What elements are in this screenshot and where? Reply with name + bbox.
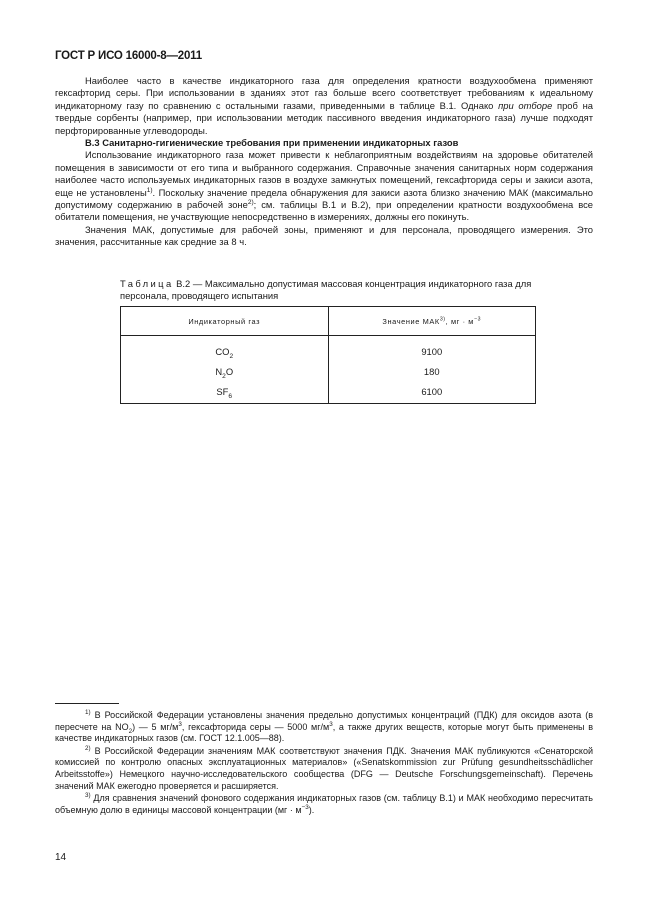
unit-exponent: −3 [473,316,482,323]
value-cell: 9100 [328,336,536,362]
footnote-ref: 1) [146,186,153,194]
mak-table [120,306,536,404]
footnote-2 [55,746,593,792]
footnote-separator [55,703,119,704]
footnote-text: ). [308,804,315,815]
table-caption [120,278,540,303]
footnote-text: Для сравнения значений фонового содержания индикаторных газов (см. таблицу В.1) и МАК необходимо пересчитать объемную долю в единицы массовой концентрации (мг · м [55,793,593,815]
table-caption-text: В.2 — Максимально допустимая массовая концентрация индикаторного газа для персонала, проводящего испытания [120,278,532,302]
page-header: ГОСТ Р ИСО 16000-8—2011 [55,50,202,62]
formula-subscript: 6 [228,392,233,400]
footnote-ref: 3) [439,316,446,323]
body-text [55,75,593,249]
paragraph-text: ; см. таблицы В.1 и В.2), при определении кратности воздухообмена все обитатели помещения, не участвующие непосредственно в измерениях, должны его покинуть. [55,199,593,223]
italic-text: при отборе [498,99,553,111]
footnote-text: В Российской Федерации установлены значения предельно допустимых концентраций (ПДК) для оксидов азота (в пересчете на NO [55,710,593,732]
gas-cell [121,381,329,404]
gas-formula: N [215,365,223,377]
footnote-text: В Российской Федерации значениям МАК соответствуют значения ПДК. Значения МАК публикуются «Сенаторской комиссией по контролю опасных эксплуатационных материалов» («Senatskommission zur Prüfung gesundheitsschädlicher Arbeitsstoffe») Немецкого научно-исследовательского сообщества (DFG — Deutsche Forschungsgemeinschaft). Перечень значений МАК ежегодно проверяется и расширяется. [55,745,593,791]
unit-exponent: 3 [329,720,333,728]
footnote-text: ) — 5 мг/м [132,721,179,732]
table-row [121,361,536,381]
paragraph-mak-values: Значения МАК, допустимые для рабочей зоны, применяют и для персонала, проводящего измерения. Это значения, рассчитанные как средние за 8 ч. [55,223,593,248]
formula-subscript: 2 [128,727,133,735]
col-header-mak [328,307,536,336]
unit-exponent: 3 [178,720,182,728]
table-caption-label: Таблица [120,278,174,289]
paragraph-text: Использование индикаторного газа может привести к неблагоприятным воздействиям на здоровье обитателей помещения в зависимости от его типа и выбранного содержания. Справочные значения санитарных норм содержания наиболее часто используемых индикаторных газов в воздухе замкнутых помещений, гексафторида серы и закиси азота, еще не установлены [55,149,593,198]
paragraph-health-requirements [55,149,593,223]
gas-formula-tail: O [225,365,234,377]
formula-subscript: 2 [229,352,234,360]
paragraph-tracer-gas [55,75,593,137]
footnote-ref: 2) [247,198,254,206]
value-cell: 180 [328,361,536,381]
table-row [121,381,536,404]
footnote-1 [55,710,593,745]
footnote-mark: 2) [85,744,91,752]
value-cell: 6100 [328,381,536,404]
unit-exponent: −3 [301,803,309,811]
col-header-unit: , мг · м [445,316,474,326]
formula-subscript: 2 [222,372,226,380]
table-row [121,336,536,362]
footnote-text: , а также других веществ, которые могут быть применены в качестве индикаторных газов (см. ГОСТ 12.1.005—88). [55,721,594,744]
table-header-row [121,307,536,336]
gas-cell [121,336,329,362]
footnotes [55,710,593,817]
paragraph-text: . Поскольку значение предела обнаружения для закиси азота близко значению МАК (максимально допустимому содержанию в рабочей зоне [55,186,593,211]
gas-formula: SF [216,385,229,397]
section-heading: В.3 Санитарно-гигиенические требования при применении индикаторных газов [85,137,459,149]
footnote-text: , гексафторида серы — 5000 мг/м [181,721,330,732]
col-header-gas: Индикаторный газ [121,307,329,336]
paragraph-text: Наиболее часто в качестве индикаторного газа для определения кратности воздухообмена применяют гексафторид серы. При использовании в зданиях этот газ больше всего соответствует требованиям к идеальному индикаторному газу по сравнению с остальными газами, приведенными в таблице В.1. Однако [55,75,593,111]
gas-cell [121,361,329,381]
col-header-text: Значение МАК [382,316,440,326]
footnote-mark: 1) [85,709,91,716]
paragraph-text: проб на твердые сорбенты (например, при использовании методик пассивного введения индикаторного газа) лучше подходят перфторированные углеводороды. [55,99,593,136]
footnote-3 [55,793,593,816]
page-number: 14 [55,852,67,863]
footnote-mark: 3) [85,792,91,800]
gas-formula: CO [215,345,230,357]
